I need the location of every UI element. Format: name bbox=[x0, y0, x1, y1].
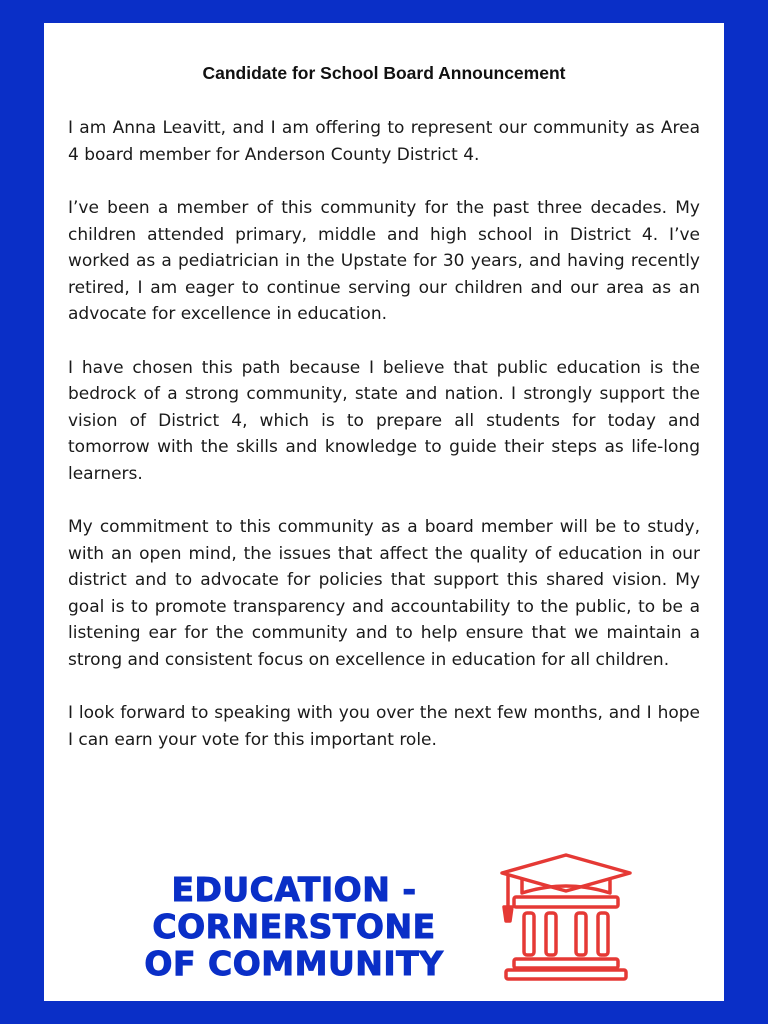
page-title: Candidate for School Board Announcement bbox=[202, 63, 566, 83]
slogan-line-2: CORNERSTONE bbox=[152, 907, 436, 946]
paragraph-closing: I look forward to speaking with you over the next few months, and I hope I can earn your vote for this important role. bbox=[68, 703, 700, 750]
slogan-line-3: OF COMMUNITY bbox=[144, 944, 444, 983]
announcement-page bbox=[44, 23, 724, 1001]
slogan-line-1: EDUCATION - bbox=[171, 870, 417, 909]
paragraph-background: I’ve been a member of this community for the past three decades. My children attended primary, middle and high school in District 4. I’ve worked as a pediatrician in the Upstate for 30 years, and having recently retired, I am eager to continue serving our children and our area as an advocate for excellence in education. bbox=[68, 198, 700, 324]
graduation-cap-columns-icon bbox=[496, 849, 636, 985]
slogan bbox=[94, 871, 494, 982]
paragraph-motivation: I have chosen this path because I believe that public education is the bedrock of a strong community, state and nation. I strongly support the vision of District 4, which is to prepare all students for today and tomorrow with the skills and knowledge to guide their steps as life-long learners. bbox=[68, 357, 700, 484]
announcement-body bbox=[68, 115, 700, 780]
paragraph-commitment: My commitment to this community as a board member will be to study, with an open mind, the issues that affect the quality of education in our district and to advocate for policies that support this shared vision. My goal is to promote transparency and accountability to the public, to be a listening ear for the community and to help ensure that we maintain a strong and consistent focus on excellence in education for all children. bbox=[68, 517, 700, 670]
paragraph-intro: I am Anna Leavitt, and I am offering to represent our community as Area 4 board member for Anderson County District 4. bbox=[68, 118, 700, 165]
